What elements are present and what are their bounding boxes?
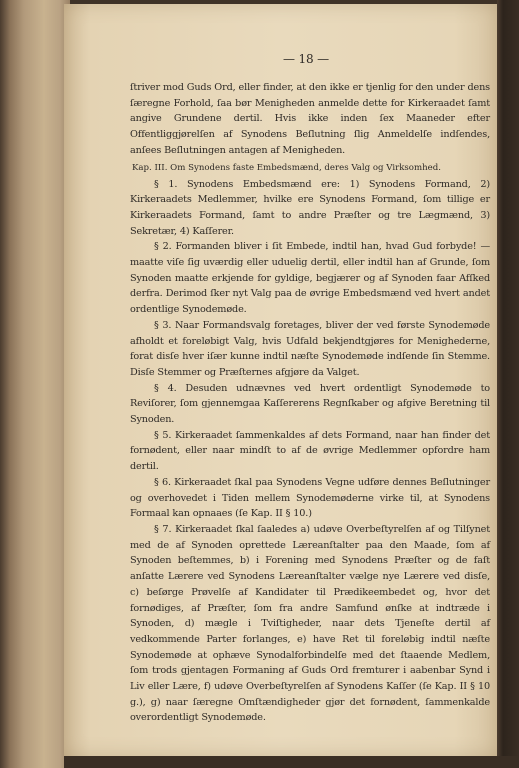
page-text [130, 50, 490, 726]
bottom-cover-edge [64, 756, 519, 768]
page-number: — 18 — [283, 52, 329, 66]
section-7: § 7. Kirkeraadet ſkal ſaaledes a) udøve Overbeſtyrelſen af og Tilſynet med de af Synoden oprettede Læreanſtalter paa den Maade, ſom af Synoden beſtemmes, b) i Forening med Synodens Præſter og de faſt anſatte Lærere ved Synodens Læreanſtalter vælge nye Lærere ved disſe, c) beſørge Prøvelſe af Kandidater til Prædikeembedet og, hvor det fornødiges, af Præſter, ſom fra andre Samfund ønſke at indtræde i Synoden, d) mægle i Tviſtigheder, naar dets Tjeneſte dertil af vedkommende Parter forlanges, e) have Ret til foreløbig indtil næſte Synodemøde at ophæve Synodalforbindelſe med det ſtaaende Medlem, ſom trods gjentagen Formaning af Guds Ord fremturer i aabenbar Synd i Liv eller Lære, f) udøve Overbeſtyrelſen af Synodens Kaſſer (ſe Kap. II § 10 g.), g) naar ſæregne Omſtændigheder gjør det fornødent, ſammenkalde overordentligt Synodemøde. [130, 523, 490, 724]
paragraph-continuation: ſtriver mod Guds Ord, eller finder, at den ikke er tjenlig for den under dens ſæregne Forhold, ſaa bør Menigheden anmelde dette for Kirkeraadet ſamt angive Grundene dertil. Hvis ikke inden ſex Maaneder efter Offentliggjørelſen af Synodens Beſlutning ſlig Anmeldelſe indſendes, anſees Beſlutningen antagen af Menigheden. [130, 82, 490, 156]
left-page-edge [0, 0, 70, 768]
section-3: § 3. Naar Formandsvalg foretages, bliver der ved første Synodemøde afholdt et foreløbigt Valg, hvis Udfald bekjendtgjøres for Menighederne, forat disſe hver iſær kunne indtil næſte Synodemøde indſende ſin Stemme. Disſe Stemmer og Præſternes afgjøre da Valget. [130, 319, 490, 378]
right-cover-edge [497, 0, 519, 768]
section-1: § 1. Synodens Embedsmænd ere: 1) Synodens Formand, 2) Kirkeraadets Medlemmer, hvilke ere Synodens Formand, ſom tillige er Kirkeraadets Formand, ſamt to andre Præſter og tre Lægmænd, 3) Sekretær, 4) Kaſſerer. [130, 178, 490, 237]
section-4: § 4. Desuden udnævnes ved hvert ordentligt Synodemøde to Reviſorer, ſom gjennemgaa Kaſſererens Regnſkaber og afgive Beretning til Synoden. [130, 382, 490, 426]
section-5: § 5. Kirkeraadet ſammenkaldes af dets Formand, naar han finder det fornødent, eller naar mindſt to af de øvrige Medlemmer opfordre ham dertil. [130, 429, 490, 473]
section-6: § 6. Kirkeraadet ſkal paa Synodens Vegne udføre dennes Beſlutninger og overhovedet i Tiden mellem Synodemøderne virke til, at Synodens Formaal kan opnaaes (ſe Kap. II § 10.) [130, 476, 490, 520]
chapter-heading: Kap. III. Om Synodens faste Embedsmænd, deres Valg og Virksomhed. [132, 162, 441, 173]
section-2: § 2. Formanden bliver i ſit Embede, indtil han, hvad Gud forbyde! — maatte viſe ſig uværdig eller uduelig dertil, eller indtil han af Grunde, ſom Synoden maatte erkjende for gyldige, begjærer og af Synoden faar Afſked derfra. Derimod ſker nyt Valg paa de øvrige Embedsmænd ved hvert andet ordentlige Synodemøde. [130, 241, 490, 316]
